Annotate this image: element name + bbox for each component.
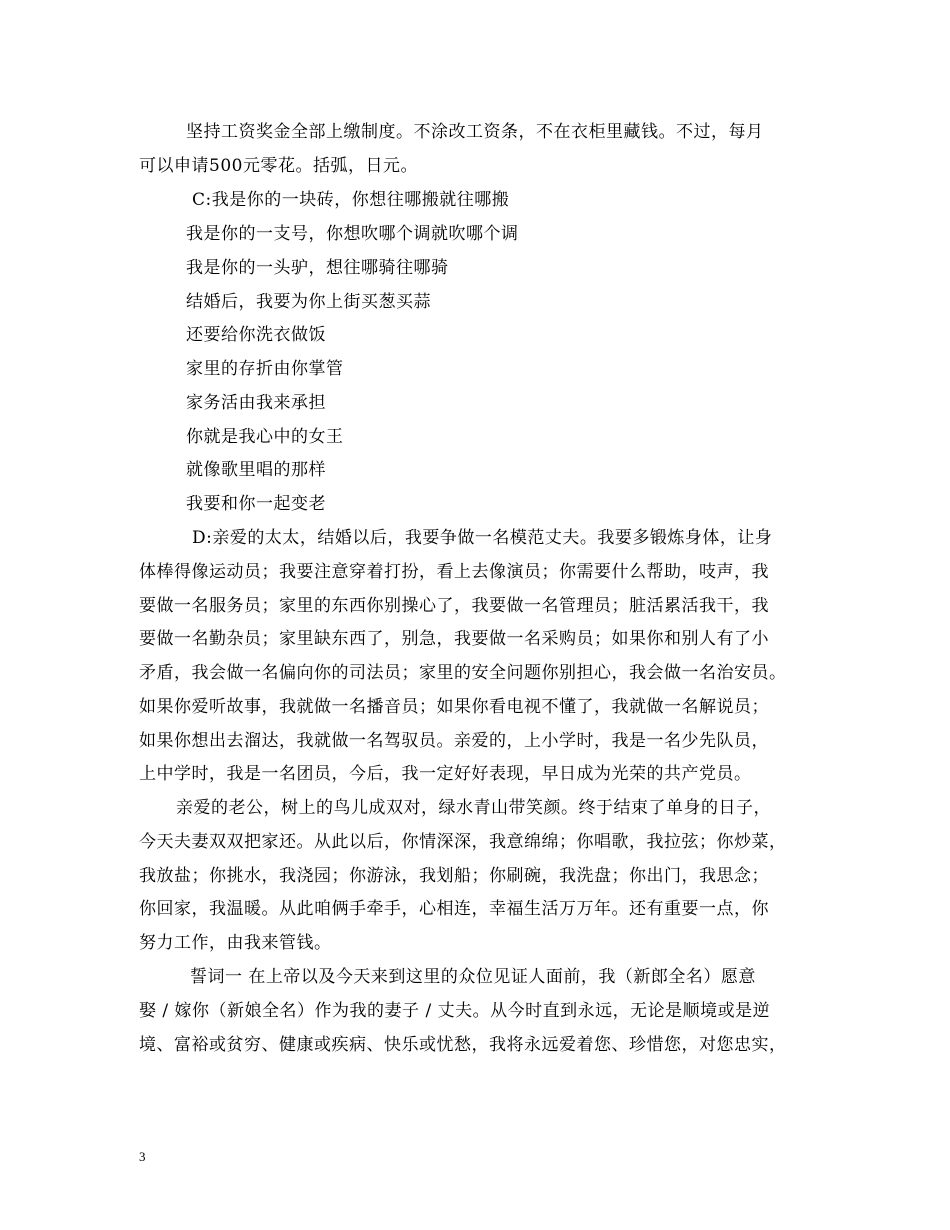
text-line: 我是你的一支号，你想吹哪个调就吹哪个调 bbox=[186, 224, 519, 244]
text-line: 家务活由我来承担 bbox=[186, 393, 326, 413]
text-line: 坚持工资奖金全部上缴制度。不涂改工资条，不在衣柜里藏钱。不过，每月 bbox=[186, 122, 764, 142]
text-line: 如果你想出去溜达，我就做一名驾驭员。亲爱的，上小学时，我是一名少先队员， bbox=[139, 731, 769, 751]
text-line: C:我是你的一块砖，你想往哪搬就往哪搬 bbox=[192, 190, 510, 210]
text-line: 努力工作，由我来管钱。 bbox=[139, 933, 332, 953]
text-line: 体棒得像运动员；我要注意穿着打扮，看上去像演员；你需要什么帮助，吱声，我 bbox=[139, 562, 769, 582]
text-line: 你就是我心中的女王 bbox=[186, 427, 344, 447]
text-line: 如果你爱听故事，我就做一名播音员；如果你看电视不懂了，我就做一名解说员； bbox=[139, 697, 769, 717]
text-line: 家里的存折由你掌管 bbox=[186, 359, 344, 379]
text-line: 矛盾，我会做一名偏向你的司法员；家里的安全问题你别担心，我会做一名治安员。 bbox=[139, 663, 787, 683]
text-line: 我是你的一头驴，想往哪骑往哪骑 bbox=[186, 258, 449, 278]
text-line: 要做一名服务员；家里的东西你别操心了，我要做一名管理员；脏活累活我干，我 bbox=[139, 596, 769, 616]
text-line: D:亲爱的太太，结婚以后，我要争做一名模范丈夫。我要多锻炼身体，让身 bbox=[192, 528, 773, 548]
text-line: 亲爱的老公，树上的鸟儿成双对，绿水青山带笑颜。终于结束了单身的日子， bbox=[176, 798, 771, 818]
page-number: 3 bbox=[139, 1149, 146, 1164]
text-line: 我要和你一起变老 bbox=[186, 494, 326, 514]
text-line: 我放盐；你挑水，我浇园；你游泳，我划船；你刷碗，我洗盘；你出门，我思念； bbox=[139, 866, 769, 886]
text-line: 今天夫妻双双把家还。从此以后，你情深深，我意绵绵；你唱歌，我拉弦；你炒菜， bbox=[139, 832, 787, 852]
text-line: 可以申请500元零花。括弧，日元。 bbox=[139, 156, 418, 176]
text-line: 誓词一 在上帝以及今天来到这里的众位见证人面前，我（新郎全名）愿意 bbox=[190, 967, 756, 987]
text-line: 上中学时，我是一名团员，今后，我一定好好表现，早日成为光荣的共产党员。 bbox=[139, 764, 752, 784]
text-line: 就像歌里唱的那样 bbox=[186, 460, 326, 480]
text-line: 要做一名勤杂员；家里缺东西了，别急，我要做一名采购员；如果你和别人有了小 bbox=[139, 629, 769, 649]
text-line: 娶 / 嫁你（新娘全名）作为我的妻子 / 丈夫。从今时直到永远，无论是顺境或是逆 bbox=[139, 1001, 771, 1021]
text-line: 结婚后，我要为你上街买葱买蒜 bbox=[186, 292, 431, 312]
text-line: 还要给你洗衣做饭 bbox=[186, 325, 326, 345]
text-line: 你回家，我温暖。从此咱俩手牵手，心相连，幸福生活万万年。还有重要一点，你 bbox=[139, 899, 769, 919]
text-line: 境、富裕或贫穷、健康或疾病、快乐或忧愁，我将永远爱着您、珍惜您，对您忠实， bbox=[139, 1035, 787, 1055]
